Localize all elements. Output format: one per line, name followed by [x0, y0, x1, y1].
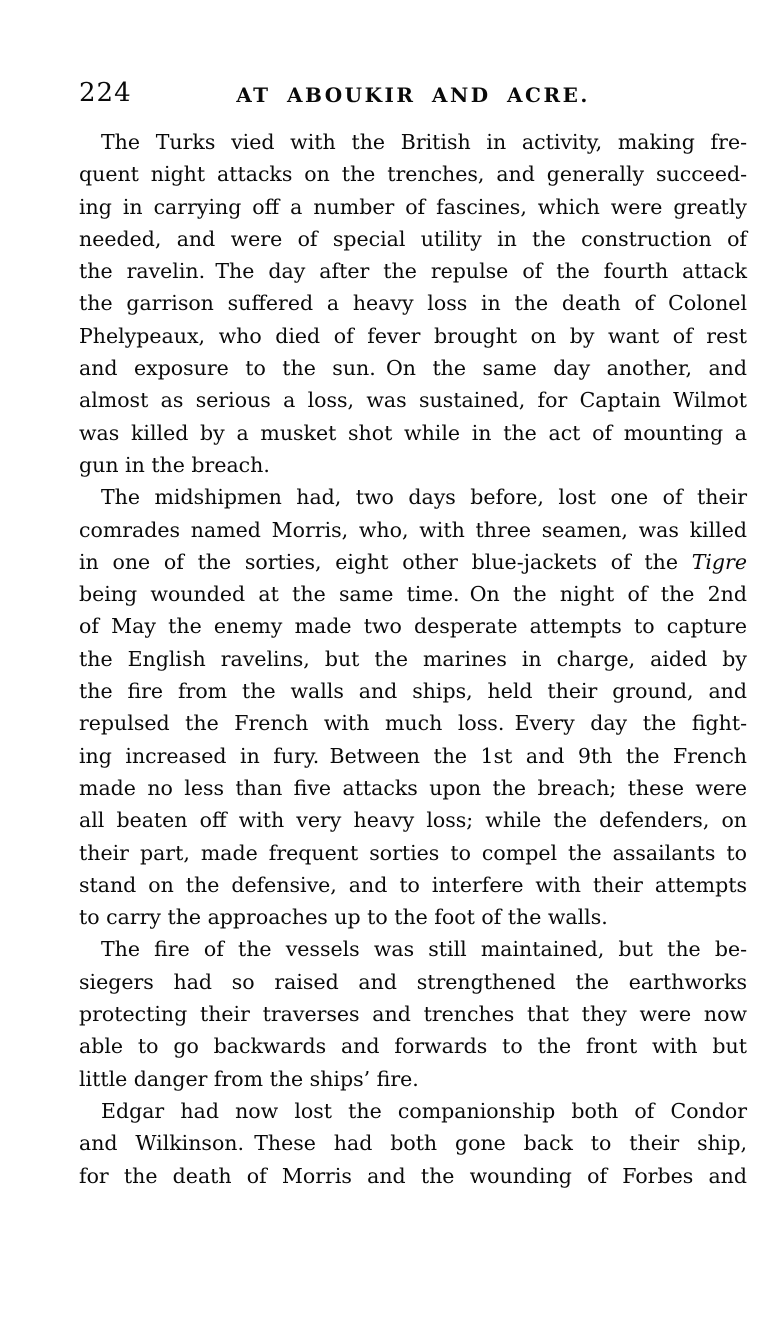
text-line: gun in the breach. [79, 452, 270, 477]
text-line: siegers had so raised and strengthened the earthworks [79, 969, 747, 994]
text-line: the ravelin. The day after the repulse of the fourth attack [79, 259, 747, 284]
text-line: The fire of the vessels was still maintained, but the be- [101, 937, 747, 962]
text-line: Edgar had now lost the companionship both of Condor [101, 1098, 747, 1123]
text-line: comrades named Morris, who, with three seamen, was killed [79, 517, 747, 542]
text-line: their part, made frequent sorties to compel the assailants to [79, 840, 747, 865]
paragraph [79, 126, 747, 481]
text-line: The Turks vied with the British in activity, making fre- [101, 130, 747, 154]
text-line: protecting their traverses and trenches that they were now [79, 1002, 747, 1027]
page-header [79, 80, 747, 110]
text-line: quent night attacks on the trenches, and generally succeed- [79, 162, 747, 187]
text-line: repulsed the French with much loss. Every day the fight- [79, 711, 747, 736]
text-line: and exposure to the sun. On the same day another, and [79, 356, 747, 381]
text-line: able to go backwards and forwards to the front with but [79, 1034, 747, 1059]
text-line: the English ravelins, but the marines in charge, aided by [79, 646, 747, 671]
text-line: of May the enemy made two desperate attempts to capture [79, 614, 747, 639]
text-line: almost as serious a loss, was sustained, for Captain Wilmot [79, 388, 747, 413]
text-line: in one of the sorties, eight other blue-jackets of the Tigre [79, 549, 747, 574]
text-line: to carry the approaches up to the foot of the walls. [79, 905, 608, 930]
text-line: the garrison suffered a heavy loss in the death of Colonel [79, 291, 747, 316]
page-number: 224 [79, 78, 132, 108]
text-line: for the death of Morris and the wounding of Forbes and [79, 1163, 747, 1188]
text-line: Phelypeaux, who died of fever brought on by want of rest [79, 323, 747, 348]
text-line: ing in carrying off a number of fascines, which were greatly [79, 194, 747, 219]
page-body [79, 126, 747, 1192]
text-line: needed, and were of special utility in the construction of [79, 226, 747, 251]
text-line: The midshipmen had, two days before, lost one of their [101, 485, 747, 510]
text-line: ing increased in fury. Between the 1st and 9th the French [79, 743, 747, 768]
running-title: AT ABOUKIR AND ACRE. [236, 83, 590, 107]
text-line: and Wilkinson. These had both gone back to their ship, [79, 1131, 747, 1156]
text-line: was killed by a musket shot while in the act of mounting a [79, 420, 747, 445]
text-line: little danger from the ships’ fire. [79, 1066, 419, 1091]
paragraph [79, 481, 747, 933]
text-line: being wounded at the same time. On the night of the 2nd [79, 582, 747, 607]
paragraph [79, 1095, 747, 1192]
text-line: stand on the defensive, and to interfere with their attempts [79, 872, 747, 897]
text-line: the fire from the walls and ships, held their ground, and [79, 679, 747, 704]
paragraph [79, 933, 747, 1094]
text-line: made no less than five attacks upon the breach; these were [79, 775, 747, 800]
text-line: all beaten off with very heavy loss; while the defenders, on [79, 808, 747, 833]
